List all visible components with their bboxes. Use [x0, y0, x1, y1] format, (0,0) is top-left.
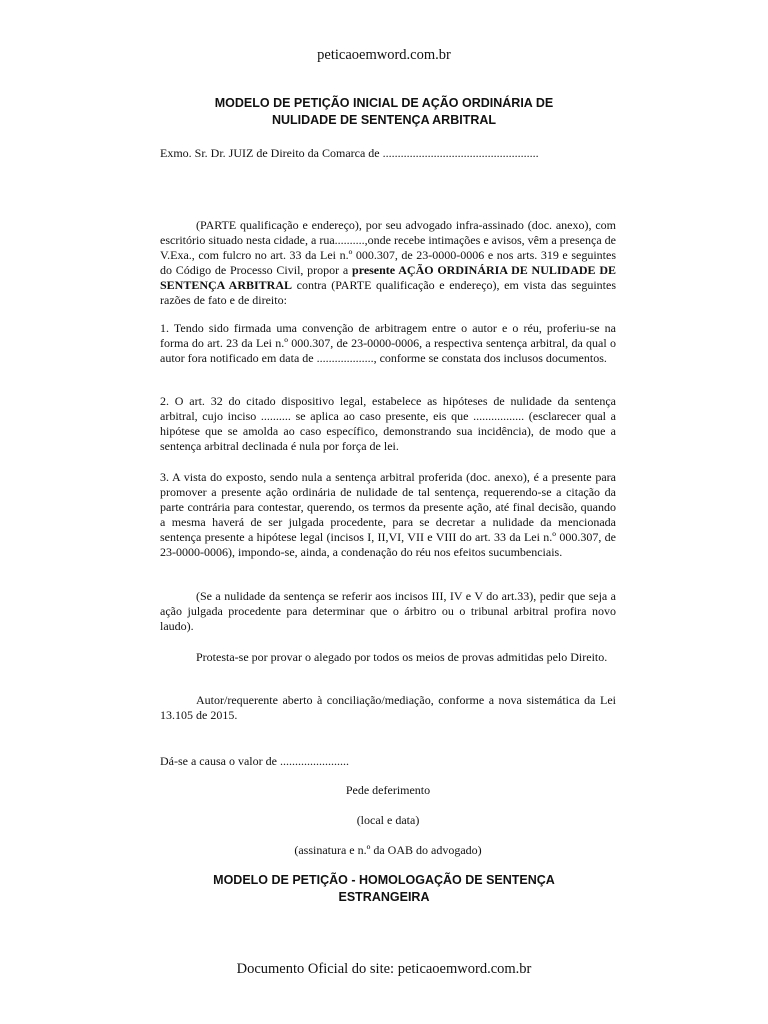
next-title-line-2: ESTRANGEIRA — [338, 890, 430, 904]
title-line-1: MODELO DE PETIÇÃO INICIAL DE AÇÃO ORDINÁRIA DE — [214, 96, 554, 110]
intro-paragraph — [160, 218, 616, 308]
item-2: 2. O art. 32 do citado dispositivo legal, estabelece as hipóteses de nulidade da sentença arbitral, cujo inciso .......... se aplica ao caso presente, eis que ................. (esclarecer qual a hipótese que se amolda ao caso específico, demonstrando sua incidência), de modo que a sentença arbitral declinada é nula por força de lei. — [160, 394, 616, 453]
case-value-line: Dá-se a causa o valor de ....................... — [160, 754, 349, 768]
item-3: 3. A vista do exposto, sendo nula a sentença arbitral proferida (doc. anexo), é a presente para promover a presente ação ordinária de nulidade de tal sentença, requerendo-se a citação da parte contrária para contestar, querendo, os termos da presente ação, até final decisão, quando a mesma haverá de ser julgada procedente, para se decretar a nulidade da mencionada sentença presente a hipótese legal (incisos I, II,VI, VII e VIII do art. 33 da Lei n.º 000.307, de 23-0000-0006), impondo-se, ainda, a condenação do réu nos efeitos sucumbenciais. — [160, 470, 616, 559]
request-line: Pede deferimento — [345, 783, 431, 797]
place-date-line: (local e data) — [356, 813, 420, 827]
next-model-title — [150, 872, 618, 906]
signature-line: (assinatura e n.º da OAB do advogado) — [294, 843, 482, 857]
intro-text-end: contra (PARTE qualificação e endereço), em vista das seguintes razões de fato e de direito: — [160, 278, 616, 307]
item-1: 1. Tendo sido firmada uma convenção de arbitragem entre o autor e o réu, proferiu-se na forma do art. 23 da Lei n.º 000.307, de 23-0000-0006, a respectiva sentença arbitral, da qual o autor fora notificado em data de ..................., conforme se constata dos inclusos documentos. — [160, 321, 616, 365]
site-footer: Documento Oficial do site: peticaoemword.com.br — [236, 961, 532, 977]
document-title — [150, 95, 618, 129]
addressee-line: Exmo. Sr. Dr. JUIZ de Direito da Comarca de .................................................... — [160, 146, 539, 160]
proof-paragraph: Protesta-se por provar o alegado por todos os meios de provas admitidas pelo Direito. — [196, 650, 608, 664]
intro-text: (PARTE qualificação e endereço), por seu advogado infra-assinado (doc. anexo), com escritório situado nesta cidade, a rua..........,onde recebe intimações e avisos, vêm a presença de V.Exa., com fulcro no art. 33 da Lei n.º 000.307, de 23-0000-0006 e nos arts. 319 e seguintes do Código de Processo Civil, propor a — [160, 218, 616, 277]
next-title-line-1: MODELO DE PETIÇÃO - HOMOLOGAÇÃO DE SENTENÇA — [213, 873, 555, 887]
site-header: peticaoemword.com.br — [317, 47, 451, 63]
title-line-2: NULIDADE DE SENTENÇA ARBITRAL — [271, 113, 497, 127]
intro-action-name: presente AÇÃO ORDINÁRIA DE NULIDADE DE SENTENÇA ARBITRAL — [160, 263, 616, 292]
conciliation-paragraph: Autor/requerente aberto à conciliação/mediação, conforme a nova sistemática da Lei 13.105 de 2015. — [160, 693, 616, 722]
alternative-paragraph: (Se a nulidade da sentença se referir aos incisos III, IV e V do art.33), pedir que seja a ação julgada procedente para determinar que o árbitro ou o tribunal arbitral profira novo laudo). — [160, 589, 616, 633]
